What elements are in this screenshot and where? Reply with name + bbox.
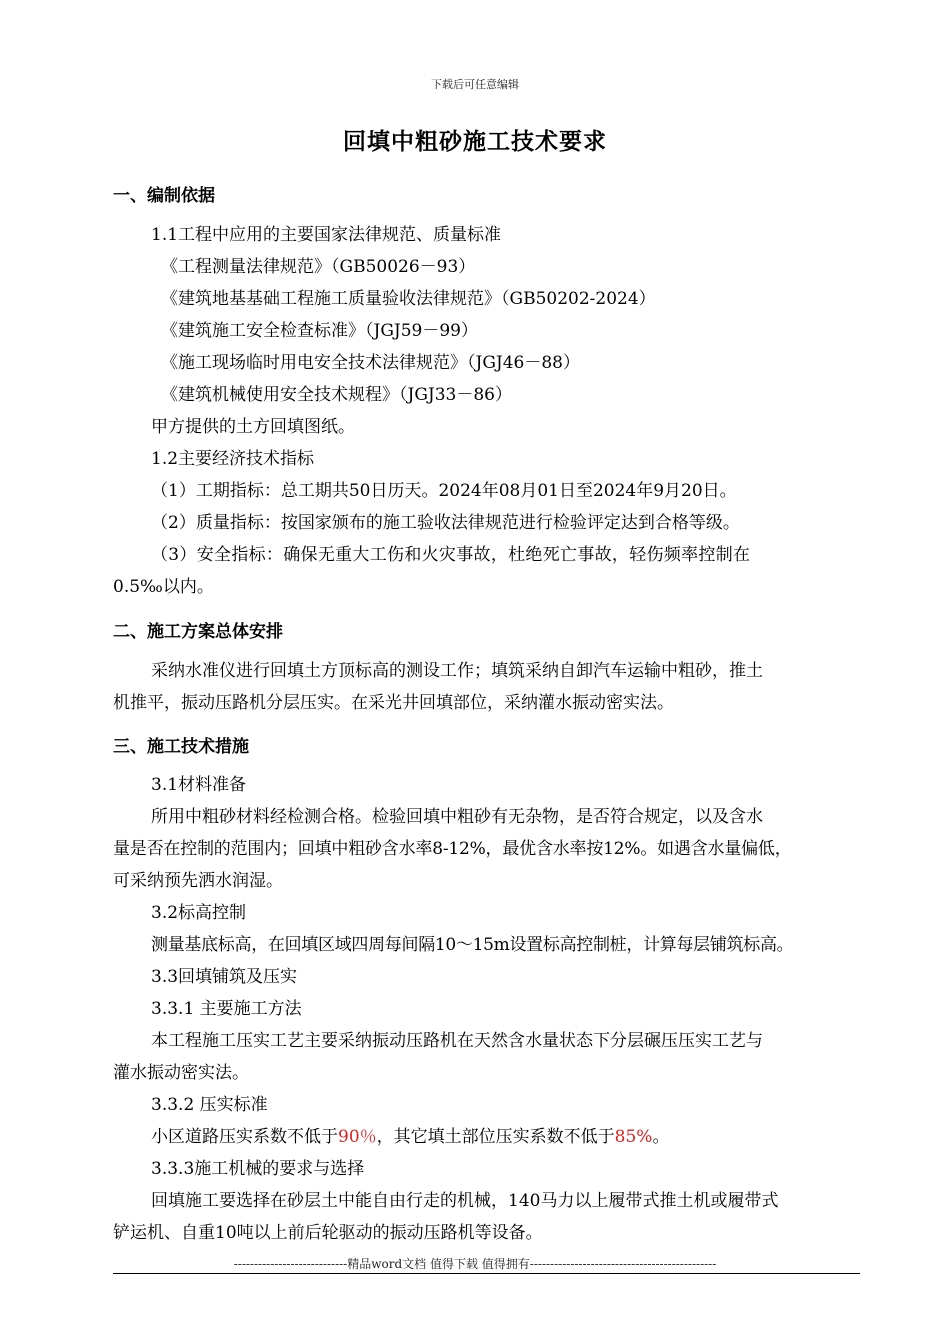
reference-item: 《建筑机械使用安全技术规程》（JGJ33－86） — [161, 385, 512, 405]
road-compaction-value: 90％ — [338, 1127, 377, 1147]
materials-paragraph-cont: 量是否在控制的范围内；回填中粗砂含水率8-12%，最优含水率按12%。如遇含水量偏低， — [113, 839, 792, 859]
reference-item: 《建筑地基基础工程施工质量验收法律规范》（GB50202-2024） — [161, 289, 656, 309]
subsection-3-3-2: 3.3.2 压实标准 — [151, 1095, 268, 1115]
compaction-text-c: 。 — [652, 1127, 670, 1147]
section-heading-1: 一、编制依据 — [113, 186, 215, 206]
elevation-paragraph: 测量基底标高，在回填区域四周每间隔10～15m设置标高控制桩，计算每层铺筑标高。 — [151, 935, 794, 955]
section-heading-3: 三、施工技术措施 — [113, 737, 249, 757]
subsection-1-2: 1.2主要经济技术指标 — [151, 449, 315, 469]
page-footer: ----------------------------精品word文档 值得下载 值得拥有---------------------------------------------- — [233, 1257, 717, 1271]
page-header: 下载后可任意编辑 — [431, 78, 519, 91]
compaction-text-b: ，其它填土部位压实系数不低于 — [376, 1127, 615, 1147]
compaction-text-a: 小区道路压实系数不低于 — [151, 1127, 338, 1147]
subsection-1-1: 1.1工程中应用的主要国家法律规范、质量标准 — [151, 225, 502, 245]
compaction-standard — [113, 1121, 901, 1153]
subsection-3-3-1: 3.3.1 主要施工方法 — [151, 999, 302, 1019]
machinery-paragraph: 回填施工要选择在砂层土中能自由行走的机械，140马力以上履带式推土机或履带式 — [151, 1191, 779, 1211]
reference-item: 《工程测量法律规范》（GB50026－93） — [161, 257, 476, 277]
machinery-paragraph-cont: 铲运机、自重10吨以上前后轮驱动的振动压路机等设备。 — [113, 1223, 543, 1243]
section-heading-2: 二、施工方案总体安排 — [113, 622, 283, 642]
indicator-schedule: （1）工期指标：总工期共50日历天。2024年08月01日至2024年9月20日。 — [151, 481, 737, 501]
section2-paragraph-cont: 机推平，振动压路机分层压实。在采光井回填部位，采纳灌水振动密实法。 — [113, 693, 674, 713]
section2-paragraph: 采纳水准仪进行回填土方顶标高的测设工作；填筑采纳自卸汽车运输中粗砂，推土 — [151, 661, 763, 681]
reference-item: 《施工现场临时用电安全技术法律规范》（JGJ46－88） — [161, 353, 580, 373]
subsection-3-2: 3.2标高控制 — [151, 903, 247, 923]
method-paragraph-cont: 灌水振动密实法。 — [113, 1063, 249, 1083]
subsection-3-3: 3.3回填铺筑及压实 — [151, 967, 298, 987]
indicator-quality: （2）质量指标：按国家颁布的施工验收法律规范进行检验评定达到合格等级。 — [151, 513, 740, 533]
subsection-3-3-3: 3.3.3施工机械的要求与选择 — [151, 1159, 365, 1179]
reference-item: 《建筑施工安全检查标准》（JGJ59－99） — [161, 321, 478, 341]
document-title: 回填中粗砂施工技术要求 — [343, 128, 607, 155]
materials-paragraph: 所用中粗砂材料经检测合格。检验回填中粗砂有无杂物，是否符合规定，以及含水 — [151, 807, 763, 827]
indicator-safety: （3）安全指标：确保无重大工伤和火灾事故，杜绝死亡事故，轻伤频率控制在 — [151, 545, 751, 565]
method-paragraph: 本工程施工压实工艺主要采纳振动压路机在天然含水量状态下分层碾压压实工艺与 — [151, 1031, 763, 1051]
materials-paragraph-end: 可采纳预先洒水润湿。 — [113, 871, 283, 891]
fill-compaction-value: 85% — [614, 1127, 653, 1147]
drawings-note: 甲方提供的土方回填图纸。 — [151, 417, 355, 437]
footer-rule — [113, 1273, 860, 1274]
indicator-safety-cont: 0.5‰以内。 — [113, 577, 214, 597]
subsection-3-1: 3.1材料准备 — [151, 775, 247, 795]
